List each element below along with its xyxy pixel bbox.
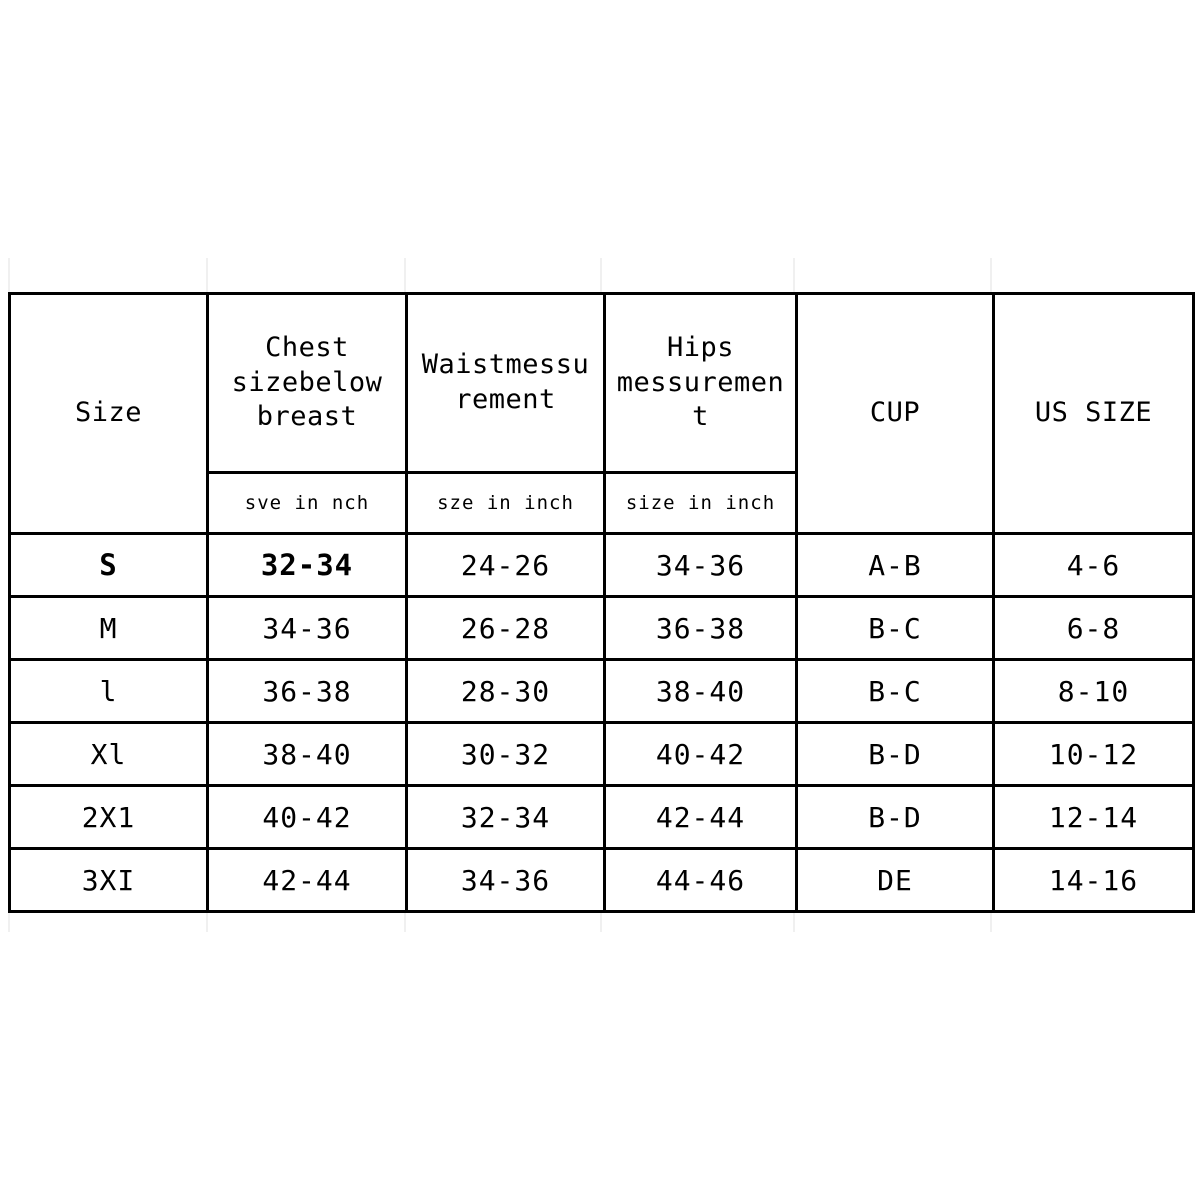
- cell-hips: 38-40: [605, 660, 797, 723]
- column-header-size: Size: [10, 294, 208, 534]
- size-chart-table: [8, 292, 1195, 913]
- cell-hips: 40-42: [605, 723, 797, 786]
- cell-hips: 34-36: [605, 534, 797, 597]
- cell-us-size: 14-16: [994, 849, 1194, 912]
- cell-size: 2X1: [10, 786, 208, 849]
- cell-waist: 24-26: [407, 534, 605, 597]
- subheader-hips-unit: size in inch: [605, 473, 797, 534]
- cell-chest: 36-38: [208, 660, 407, 723]
- cell-hips: 42-44: [605, 786, 797, 849]
- cell-waist: 30-32: [407, 723, 605, 786]
- table-header-row: [10, 294, 1194, 473]
- subheader-waist-unit: sze in inch: [407, 473, 605, 534]
- table-row: [10, 534, 1194, 597]
- cell-cup: B-D: [797, 723, 994, 786]
- cell-cup: B-C: [797, 597, 994, 660]
- column-header-waist: Waistmessurement: [407, 294, 605, 473]
- table-row: [10, 597, 1194, 660]
- cell-chest: 40-42: [208, 786, 407, 849]
- size-chart-container: [8, 292, 1192, 913]
- cell-cup: A-B: [797, 534, 994, 597]
- cell-chest: 34-36: [208, 597, 407, 660]
- cell-us-size: 8-10: [994, 660, 1194, 723]
- cell-size: 3XI: [10, 849, 208, 912]
- cell-us-size: 10-12: [994, 723, 1194, 786]
- cell-size: M: [10, 597, 208, 660]
- cell-us-size: 6-8: [994, 597, 1194, 660]
- cell-chest: 32-34: [208, 534, 407, 597]
- cell-waist: 32-34: [407, 786, 605, 849]
- table-row: [10, 786, 1194, 849]
- table-row: [10, 849, 1194, 912]
- column-header-chest: Chest sizebelow breast: [208, 294, 407, 473]
- cell-waist: 26-28: [407, 597, 605, 660]
- cell-waist: 34-36: [407, 849, 605, 912]
- subheader-chest-unit: sve in nch: [208, 473, 407, 534]
- cell-cup: B-D: [797, 786, 994, 849]
- cell-size: Xl: [10, 723, 208, 786]
- table-row: [10, 660, 1194, 723]
- cell-hips: 44-46: [605, 849, 797, 912]
- cell-cup: B-C: [797, 660, 994, 723]
- cell-hips: 36-38: [605, 597, 797, 660]
- column-header-cup: CUP: [797, 294, 994, 534]
- cell-size: l: [10, 660, 208, 723]
- cell-us-size: 12-14: [994, 786, 1194, 849]
- table-row: [10, 723, 1194, 786]
- cell-cup: DE: [797, 849, 994, 912]
- column-header-hips: Hips messurement: [605, 294, 797, 473]
- cell-chest: 38-40: [208, 723, 407, 786]
- cell-size: S: [10, 534, 208, 597]
- cell-us-size: 4-6: [994, 534, 1194, 597]
- cell-waist: 28-30: [407, 660, 605, 723]
- column-header-us-size: US SIZE: [994, 294, 1194, 534]
- cell-chest: 42-44: [208, 849, 407, 912]
